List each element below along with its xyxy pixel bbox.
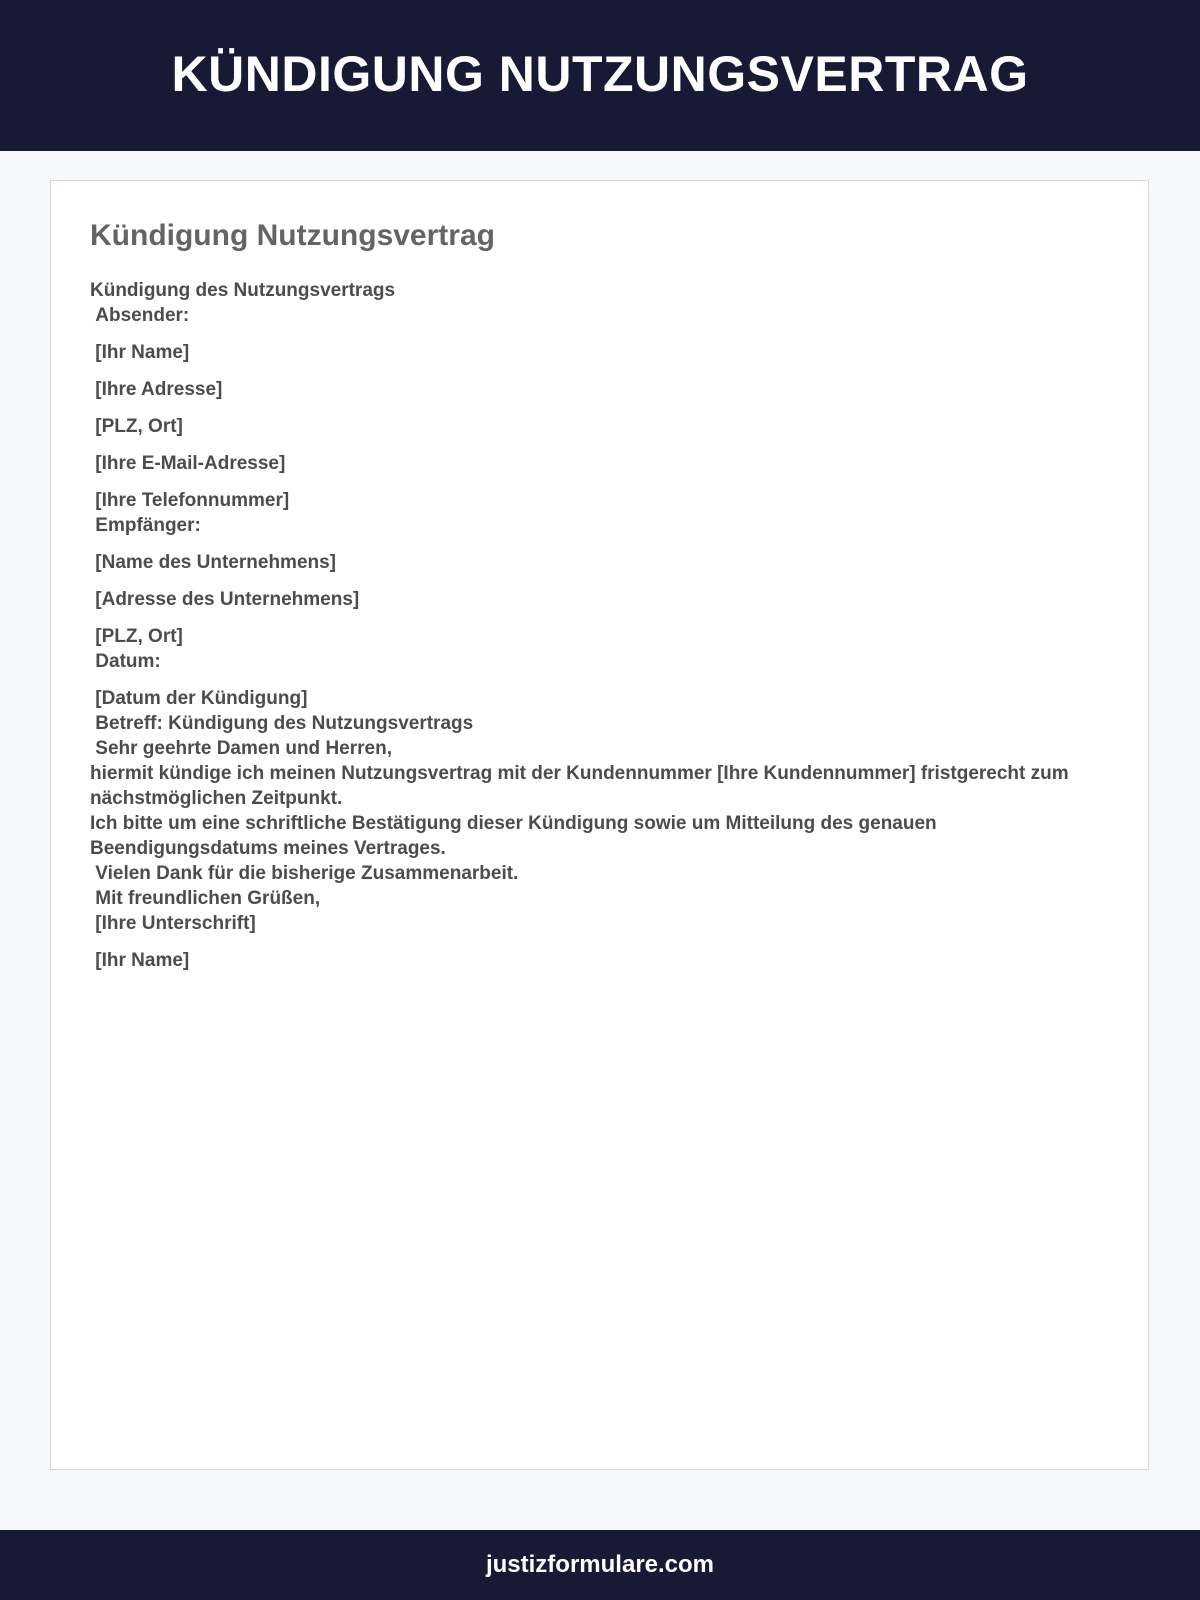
recipient-company-address: [Adresse des Unternehmens] — [90, 589, 360, 610]
sender-address: [Ihre Adresse] — [90, 379, 223, 400]
recipient-postcode-city: [PLZ, Ort] — [90, 626, 183, 647]
closing-line: Mit freundlichen Grüßen, — [90, 888, 321, 909]
letter-body — [90, 278, 1100, 973]
header-title: KÜNDIGUNG NUTZUNGSVERTRAG — [171, 45, 1029, 102]
date-label: Datum: — [90, 651, 161, 672]
body-paragraph-confirmation: Ich bitte um eine schriftliche Bestätigung dieser Kündigung sowie um Mitteilung des genauen Beendigungsdatums meines Vertrages. — [90, 813, 942, 859]
document-card — [50, 180, 1149, 1470]
page-footer — [0, 1530, 1200, 1600]
sender-email: [Ihre E-Mail-Adresse] — [90, 453, 286, 474]
recipient-label: Empfänger: — [90, 515, 201, 536]
salutation: Sehr geehrte Damen und Herren, — [90, 738, 392, 759]
subject-line: Betreff: Kündigung des Nutzungsvertrags — [90, 713, 474, 734]
termination-date: [Datum der Kündigung] — [90, 688, 308, 709]
letter-subject-line: Kündigung des Nutzungsvertrags — [90, 280, 396, 301]
sender-phone: [Ihre Telefonnummer] — [90, 490, 290, 511]
document-heading: Kündigung Nutzungsvertrag — [90, 219, 495, 252]
signature-placeholder: [Ihre Unterschrift] — [90, 913, 256, 934]
sender-label: Absender: — [90, 305, 190, 326]
footer-site-name: justizformulare.com — [485, 1551, 715, 1578]
sender-name: [Ihr Name] — [90, 342, 190, 363]
signer-name: [Ihr Name] — [90, 950, 190, 971]
recipient-company-name: [Name des Unternehmens] — [90, 552, 337, 573]
page-header — [0, 0, 1200, 151]
body-paragraph-termination: hiermit kündige ich meinen Nutzungsvertrag mit der Kundennummer [Ihre Kundennummer] fristgerecht zum nächstmöglichen Zeitpunkt. — [90, 763, 1074, 809]
sender-postcode-city: [PLZ, Ort] — [90, 416, 183, 437]
thanks-line: Vielen Dank für die bisherige Zusammenarbeit. — [90, 863, 519, 884]
